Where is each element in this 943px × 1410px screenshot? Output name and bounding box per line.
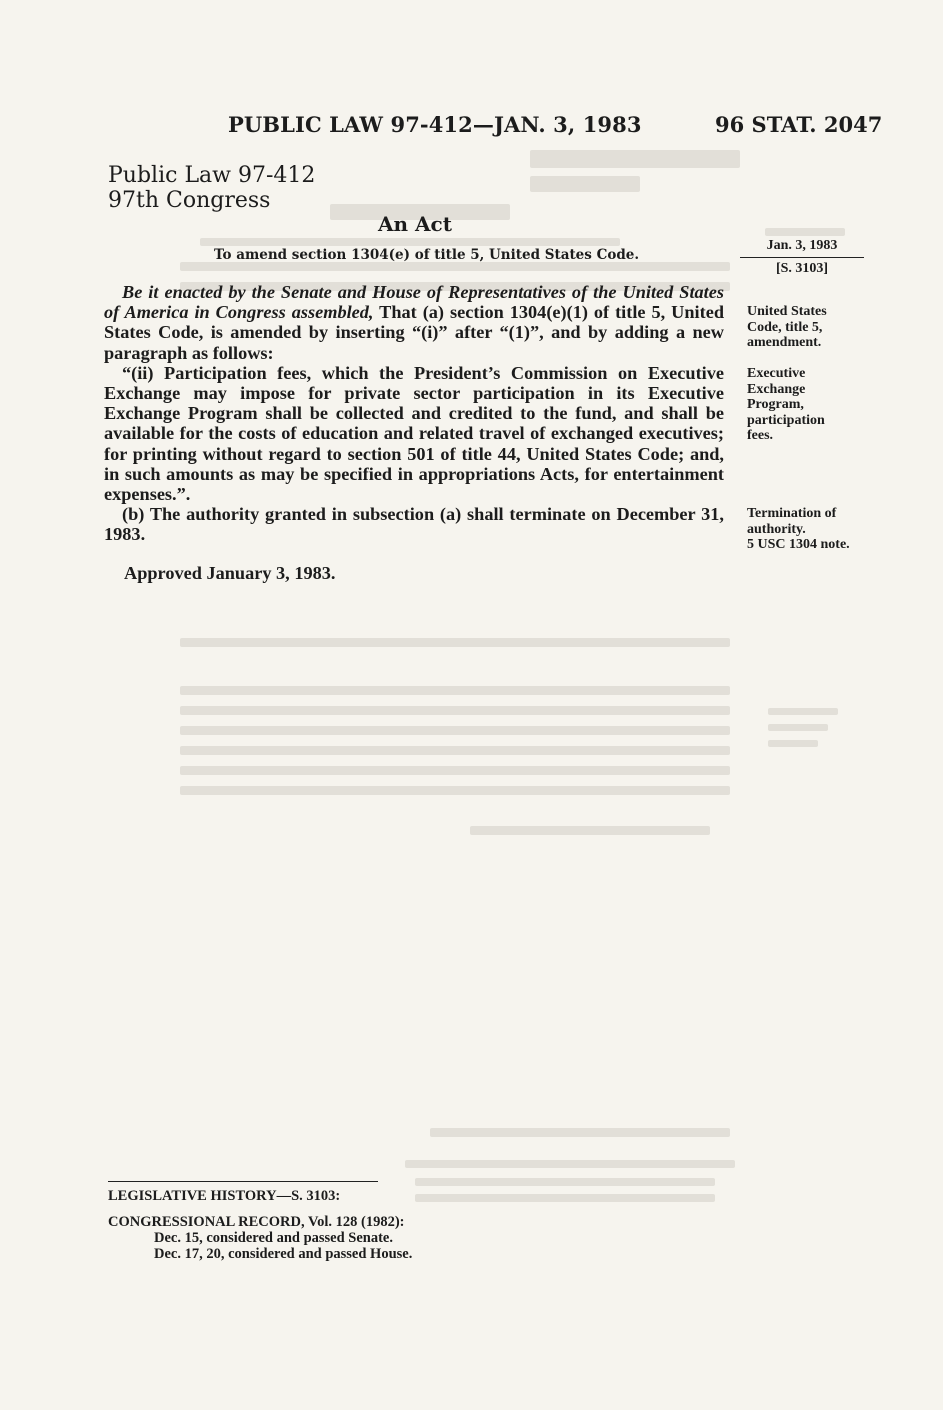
section-b-paragraph: (b) The authority granted in subsection (a) shall terminate on December 31, 1983. [104,504,724,545]
approval-date: Approved January 3, 1983. [124,563,336,583]
congress-session: 97th Congress [108,188,271,213]
margin-note-usc-amendment: United States Code, title 5, amendment. [747,304,827,350]
section-a-paragraph [104,282,724,363]
legislative-history-heading: LEGISLATIVE HISTORY—S. 3103: [108,1188,341,1204]
margin-note-participation-fees: Executive Exchange Program, participation fees. [747,366,825,443]
date-rule [740,257,864,258]
legislative-history-rule [108,1181,378,1182]
running-header: PUBLIC LAW 97-412—JAN. 3, 1983 [228,112,642,137]
section-a-text: That (a) section 1304(e)(1) of title 5, United States Code, is amended by inserting “(i)” after “(1)”, and by adding a new paragraph as follows: [104,302,725,363]
act-body [104,282,724,545]
enacting-clause: Be it enacted by the Senate and House of Representatives of the United States of America in Congress assembled, [104,282,724,323]
margin-note-termination: Termination of authority. 5 USC 1304 note. [747,506,850,552]
record-entry: Dec. 17, 20, considered and passed House. [154,1246,413,1262]
act-purpose: To amend section 1304(e) of title 5, United States Code. [214,247,640,263]
record-citation: CONGRESSIONAL RECORD, Vol. 128 (1982): [108,1214,405,1230]
congressional-record [108,1214,412,1262]
enactment-date: Jan. 3, 1983 [766,238,838,253]
record-entry: Dec. 15, considered and passed Senate. [154,1230,393,1246]
enactment-date-note [740,238,864,277]
paragraph-ii: “(ii) Participation fees, which the President’s Commission on Executive Exchange may impose for private sector participation in its Executive Exchange Program shall be collected and credited to the fund, and shall be available for the costs of education and related travel of exchanged executives; for printing without regard to section 501 of title 44, United States Code; and, in such amounts as may be specified in appropriations Acts, for entertainment expenses.”. [104,362,724,505]
statute-page-number: 96 STAT. 2047 [715,112,883,137]
act-title: An Act [378,212,452,236]
bill-number: [S. 3103] [775,261,829,276]
public-law-number: Public Law 97-412 [108,163,316,188]
